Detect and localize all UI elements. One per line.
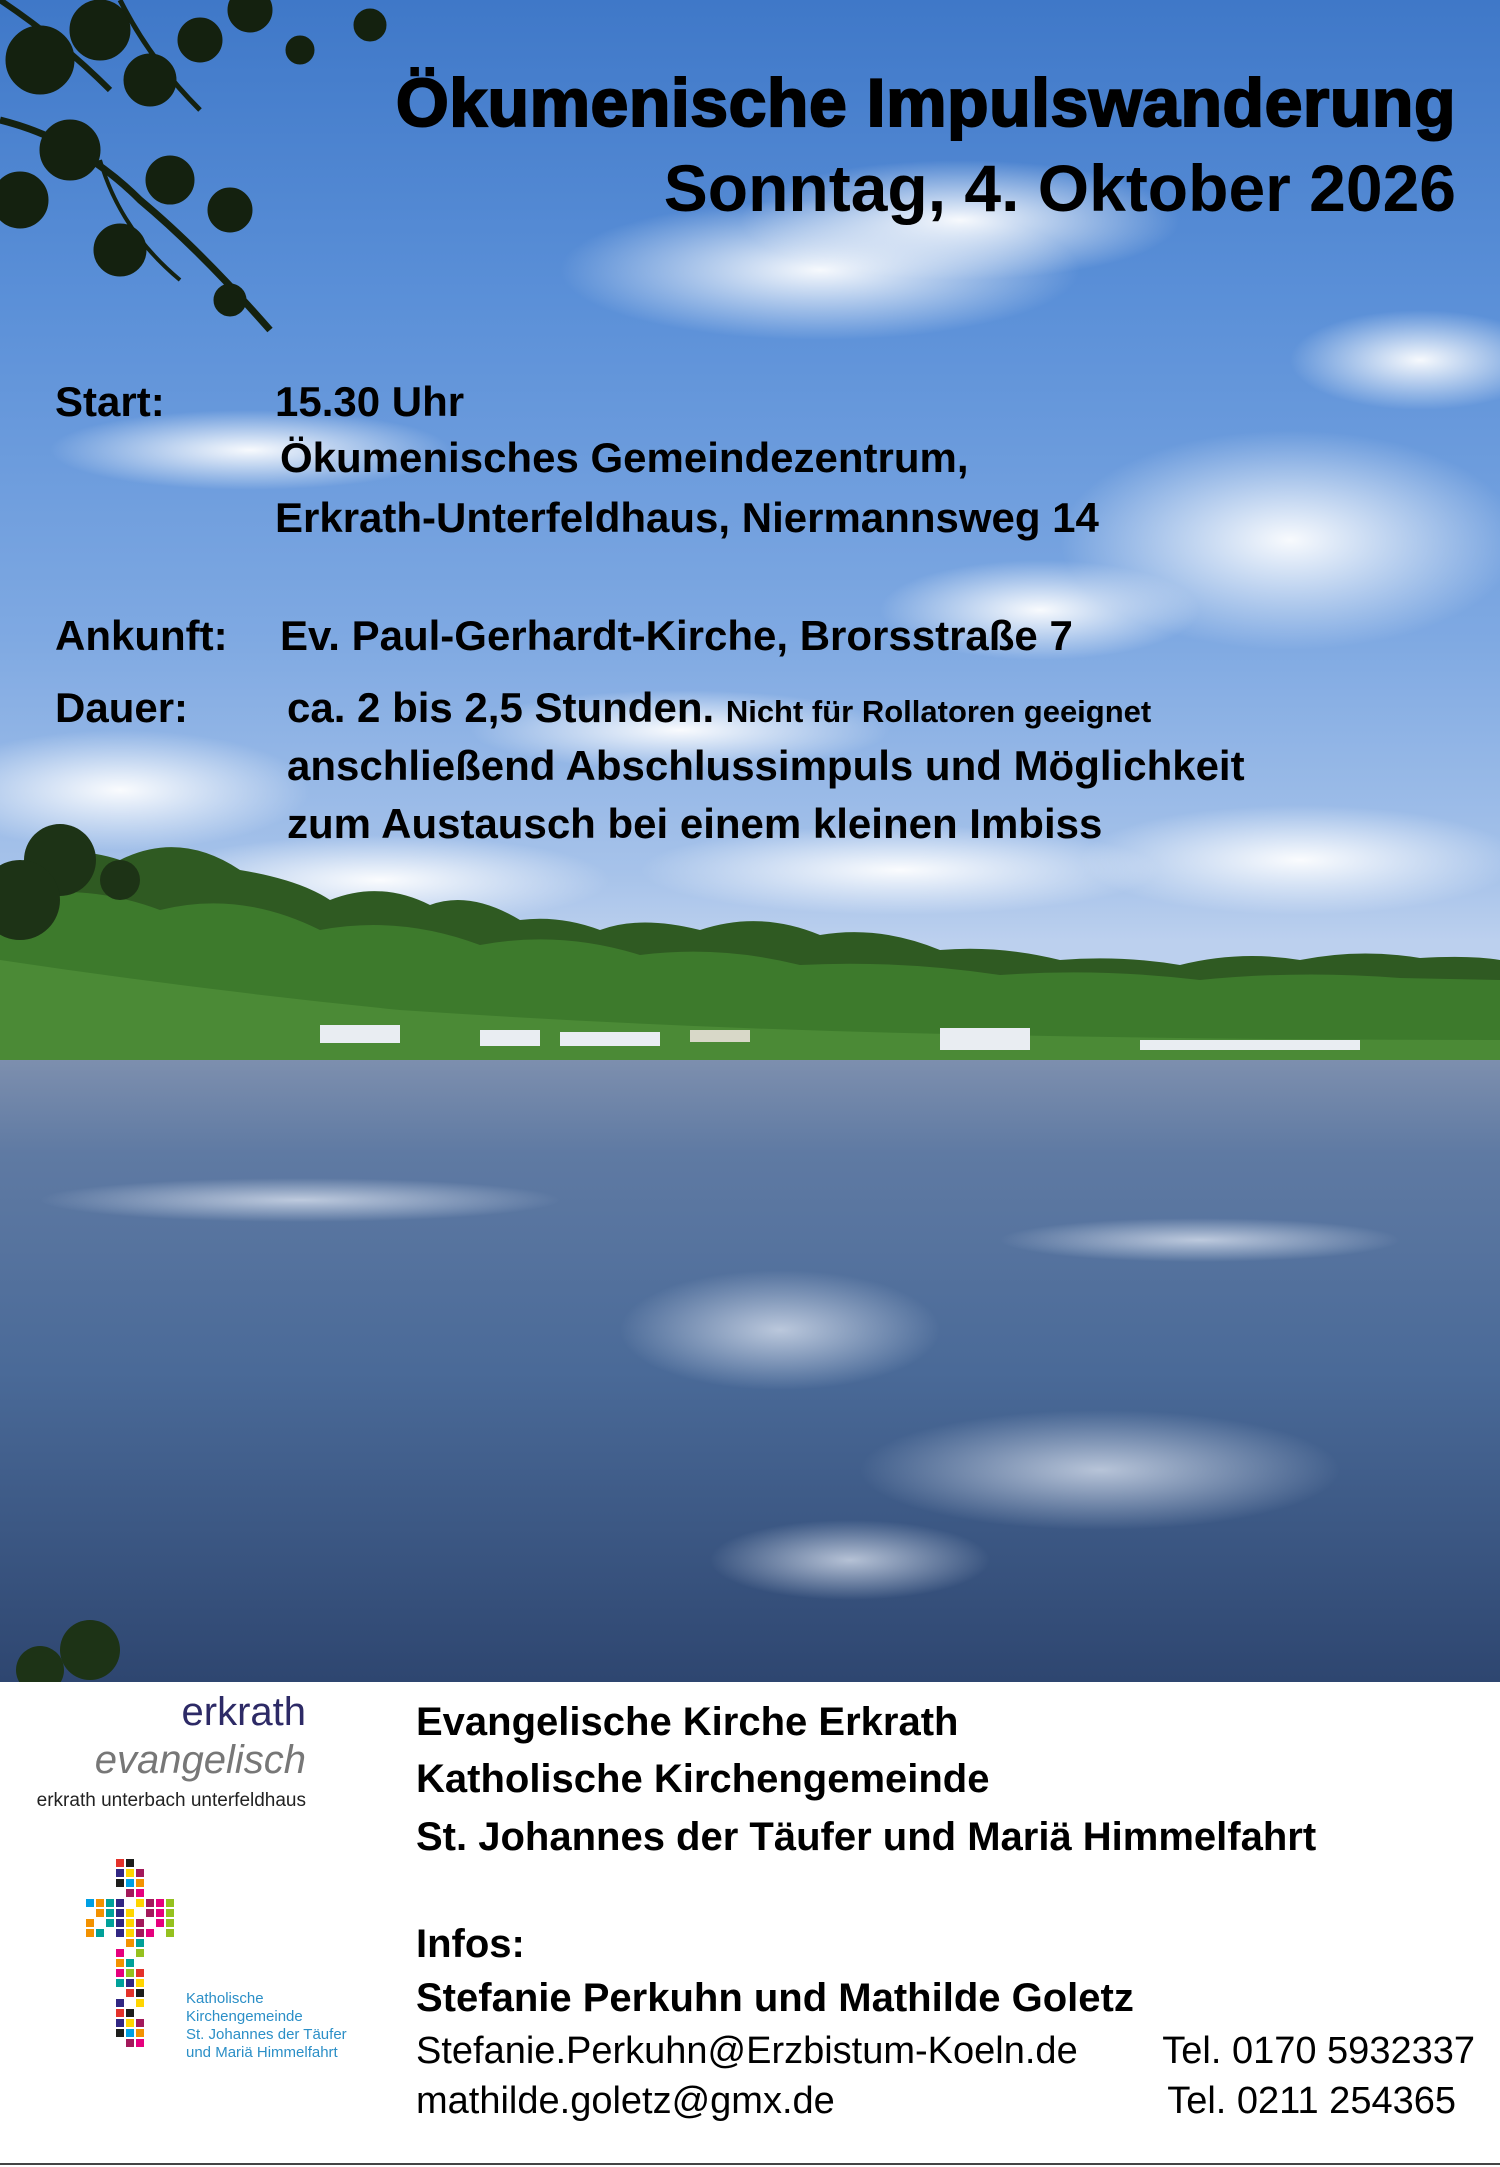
poster-title: Ökumenische Impulswanderung <box>395 65 1456 141</box>
mosaic-tile <box>166 1919 174 1927</box>
organizer-line-1: Evangelische Kirche Erkrath <box>416 1700 959 1744</box>
mosaic-tile <box>126 1859 134 1867</box>
mosaic-tile <box>116 1959 124 1967</box>
mosaic-tile <box>136 1889 144 1897</box>
mosaic-tile <box>116 1919 124 1927</box>
mosaic-tile <box>106 1919 114 1927</box>
mosaic-tile <box>166 1899 174 1907</box>
mosaic-tile <box>126 1969 134 1977</box>
bottom-divider <box>0 2163 1500 2165</box>
arrival-place: Ev. Paul-Gerhardt-Kirche, Brorsstraße 7 <box>280 612 1073 659</box>
mosaic-tile <box>126 1959 134 1967</box>
mosaic-tile <box>116 2009 124 2017</box>
after-text-line-1: anschließend Abschlussimpuls und Möglichkeit <box>287 742 1245 789</box>
katholisch-logo-line1: Katholische <box>186 1990 264 2007</box>
mosaic-tile <box>126 2029 134 2037</box>
mosaic-tile <box>96 1929 104 1937</box>
start-place-line-1: Ökumenisches Gemeindezentrum, <box>280 434 969 481</box>
mosaic-tile <box>116 1949 124 1957</box>
mosaic-tile <box>116 1999 124 2007</box>
mosaic-tile <box>136 1969 144 1977</box>
mosaic-tile <box>106 1909 114 1917</box>
organizer-line-2: Katholische Kirchengemeinde <box>416 1757 990 1801</box>
mosaic-tile <box>116 1879 124 1887</box>
event-date: Sonntag, 4. Oktober 2026 <box>663 151 1456 225</box>
mosaic-tile <box>136 1869 144 1877</box>
mosaic-tile <box>126 1869 134 1877</box>
contact-label: Infos: <box>416 1922 525 1966</box>
mosaic-tile <box>126 1909 134 1917</box>
mosaic-tile <box>126 1979 134 1987</box>
mosaic-tile <box>166 1929 174 1937</box>
mosaic-tile <box>136 2019 144 2027</box>
mosaic-tile <box>116 1929 124 1937</box>
mosaic-tile <box>86 1919 94 1927</box>
mosaic-tile <box>136 2029 144 2037</box>
mosaic-tile <box>166 1909 174 1917</box>
mosaic-tile <box>136 1949 144 1957</box>
mosaic-tile <box>126 1929 134 1937</box>
contact-email-1[interactable]: Stefanie.Perkuhn@Erzbistum-Koeln.de <box>416 2030 1078 2072</box>
mosaic-tile <box>126 1889 134 1897</box>
mosaic-tile <box>126 2019 134 2027</box>
arrival-label: Ankunft: <box>55 612 228 659</box>
mosaic-tile <box>116 1909 124 1917</box>
duration-label: Dauer: <box>55 684 189 731</box>
mosaic-tile <box>136 1919 144 1927</box>
mosaic-tile <box>146 1929 154 1937</box>
mosaic-tile <box>156 1919 164 1927</box>
mosaic-tile <box>116 1969 124 1977</box>
mosaic-tile <box>116 1859 124 1867</box>
mosaic-tile <box>86 1929 94 1937</box>
mosaic-tile <box>136 1879 144 1887</box>
evangelisch-logo-line2: evangelisch <box>94 1738 306 1782</box>
mosaic-tile <box>126 1939 134 1947</box>
mosaic-tile <box>136 1939 144 1947</box>
mosaic-tile <box>136 2039 144 2047</box>
mosaic-tile <box>96 1899 104 1907</box>
mosaic-tile <box>116 2029 124 2037</box>
mosaic-tile <box>126 2039 134 2047</box>
evangelisch-logo-line3: erkrath unterbach unterfeldhaus <box>36 1790 306 1811</box>
duration-line <box>287 684 1151 732</box>
duration-text: ca. 2 bis 2,5 Stunden. <box>287 684 715 731</box>
mosaic-tile <box>126 1919 134 1927</box>
contact-phone-2[interactable]: Tel. 0211 254365 <box>1167 2080 1456 2122</box>
mosaic-tile <box>106 1899 114 1907</box>
mosaic-tile <box>146 1909 154 1917</box>
mosaic-tile <box>126 1989 134 1997</box>
mosaic-tile <box>136 1999 144 2007</box>
mosaic-tile <box>126 2009 134 2017</box>
start-place-line-2: Erkrath-Unterfeldhaus, Niermannsweg 14 <box>275 494 1099 541</box>
mosaic-tile <box>116 2019 124 2027</box>
mosaic-tile <box>146 1899 154 1907</box>
mosaic-tile <box>96 1909 104 1917</box>
mosaic-tile <box>116 1899 124 1907</box>
mosaic-tile <box>126 1879 134 1887</box>
mosaic-tile <box>156 1909 164 1917</box>
mosaic-tile <box>136 1899 144 1907</box>
katholisch-logo-line3: St. Johannes der Täufer <box>186 2026 347 2043</box>
duration-note: Nicht für Rollatoren geeignet <box>725 694 1152 729</box>
contact-phone-1[interactable]: Tel. 0170 5932337 <box>1162 2030 1475 2072</box>
mosaic-tile <box>136 1929 144 1937</box>
mosaic-tile <box>86 1899 94 1907</box>
after-text-line-2: zum Austausch bei einem kleinen Imbiss <box>287 800 1103 847</box>
mosaic-tile <box>136 1979 144 1987</box>
katholisch-logo-line2: Kirchengemeinde <box>186 2008 303 2025</box>
start-label: Start: <box>55 378 165 425</box>
katholisch-logo-line4: und Mariä Himmelfahrt <box>186 2044 338 2061</box>
mosaic-tile <box>116 1979 124 1987</box>
mosaic-tile <box>116 1869 124 1877</box>
start-time: 15.30 Uhr <box>275 378 465 425</box>
evangelisch-logo-line1: erkrath <box>181 1690 306 1734</box>
organizer-line-3: St. Johannes der Täufer und Mariä Himmelfahrt <box>416 1815 1317 1859</box>
contact-email-2[interactable]: mathilde.goletz@gmx.de <box>416 2080 835 2122</box>
contact-names: Stefanie Perkuhn und Mathilde Goletz <box>416 1976 1134 2020</box>
mosaic-tile <box>156 1899 164 1907</box>
mosaic-cross-logo <box>85 1858 185 2068</box>
mosaic-tile <box>136 1989 144 1997</box>
